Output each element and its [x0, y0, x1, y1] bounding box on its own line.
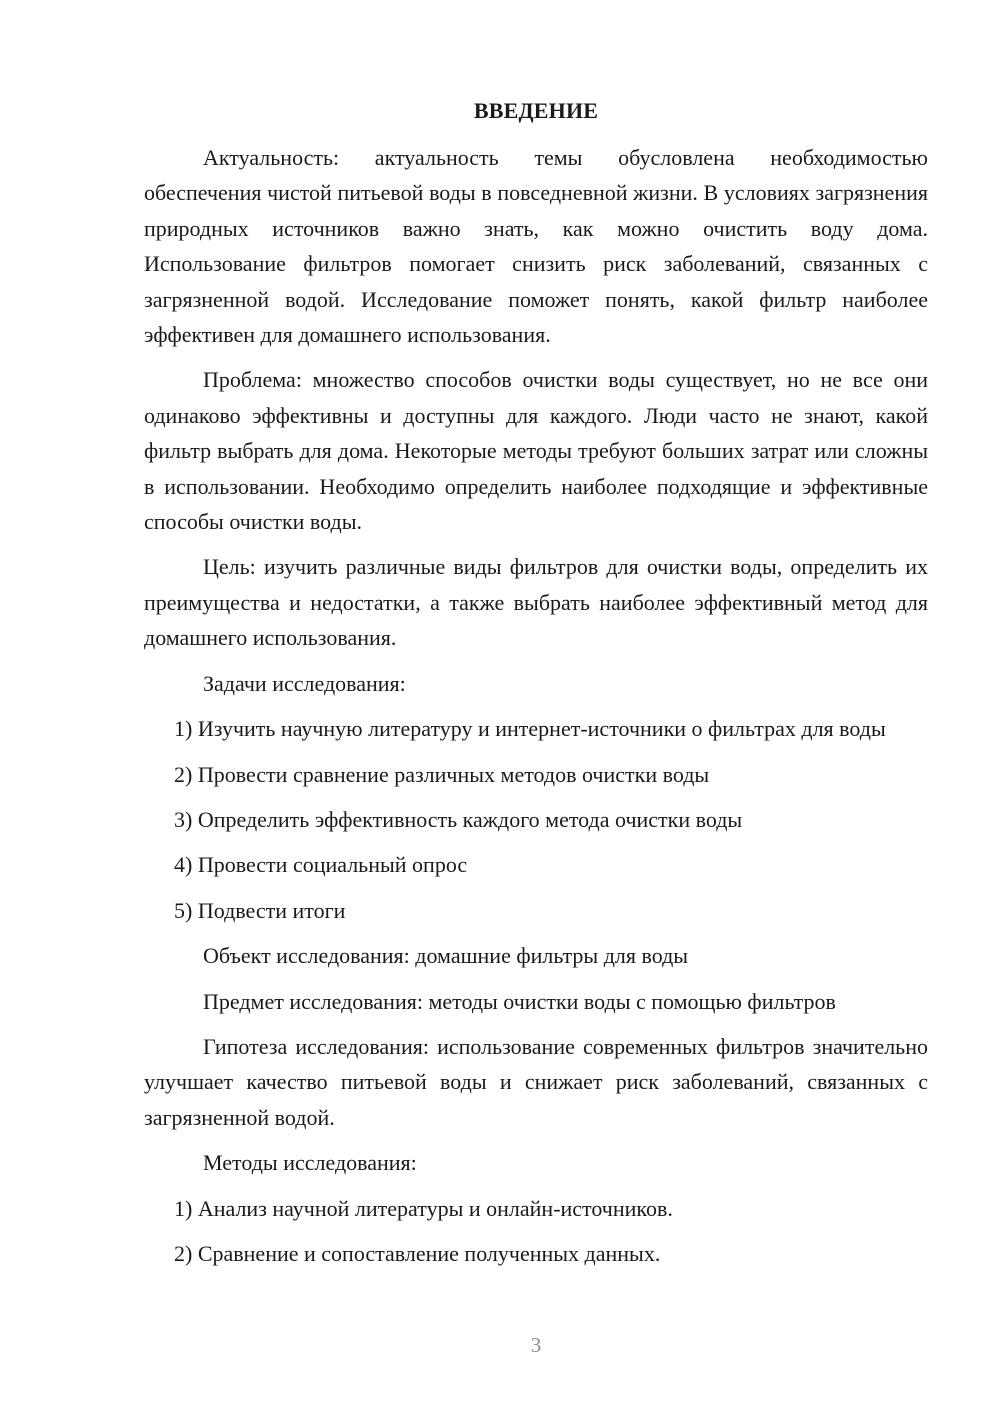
- relevance-paragraph: Актуальность: актуальность темы обусловлена необходимостью обеспечения чистой питьевой воды в повседневной жизни. В условиях загрязнения природных источников важно знать, как можно очистить воду дома. Использование фильтров помогает снизить риск заболеваний, связанных с загрязненной водой. Исследование поможет понять, какой фильтр наиболее эффективен для домашнего использования.: [144, 145, 928, 348]
- problem-paragraph: Проблема: множество способов очистки воды существует, но не все они одинаково эффективны и доступны для каждого. Люди часто не знают, какой фильтр выбрать для дома. Некоторые методы требуют больших затрат или сложны в использовании. Необходимо определить наиболее подходящие и эффективные способы очистки воды.: [144, 367, 928, 535]
- tasks-title: Задачи исследования:: [203, 670, 406, 696]
- methods-title: Методы исследования:: [203, 1150, 417, 1176]
- method-item-2: 2) Сравнение и сопоставление полученных данных.: [174, 1240, 661, 1266]
- method-item-1: 1) Анализ научной литературы и онлайн-источников.: [174, 1195, 673, 1221]
- page-number: 3: [530, 1333, 542, 1357]
- task-item-5: 5) Подвести итоги: [174, 897, 346, 923]
- page-content: [144, 94, 928, 1281]
- goal-paragraph: Цель: изучить различные виды фильтров для очистки воды, определить их преимущества и недостатки, а также выбрать наиболее эффективный метод для домашнего использования.: [144, 554, 928, 651]
- research-object: Объект исследования: домашние фильтры для воды: [203, 943, 689, 969]
- section-heading: ВВЕДЕНИЕ: [473, 98, 599, 123]
- task-item-1: 1) Изучить научную литературу и интернет-источники о фильтрах для воды: [174, 716, 886, 742]
- task-item-3: 3) Определить эффективность каждого метода очистки воды: [174, 806, 743, 832]
- task-item-4: 4) Провести социальный опрос: [174, 852, 468, 878]
- task-item-2: 2) Провести сравнение различных методов очистки воды: [174, 761, 710, 787]
- hypothesis-paragraph: Гипотеза исследования: использование современных фильтров значительно улучшает качество питьевой воды и снижает риск заболеваний, связанных с загрязненной водой.: [144, 1033, 928, 1130]
- research-subject: Предмет исследования: методы очистки воды с помощью фильтров: [203, 988, 836, 1014]
